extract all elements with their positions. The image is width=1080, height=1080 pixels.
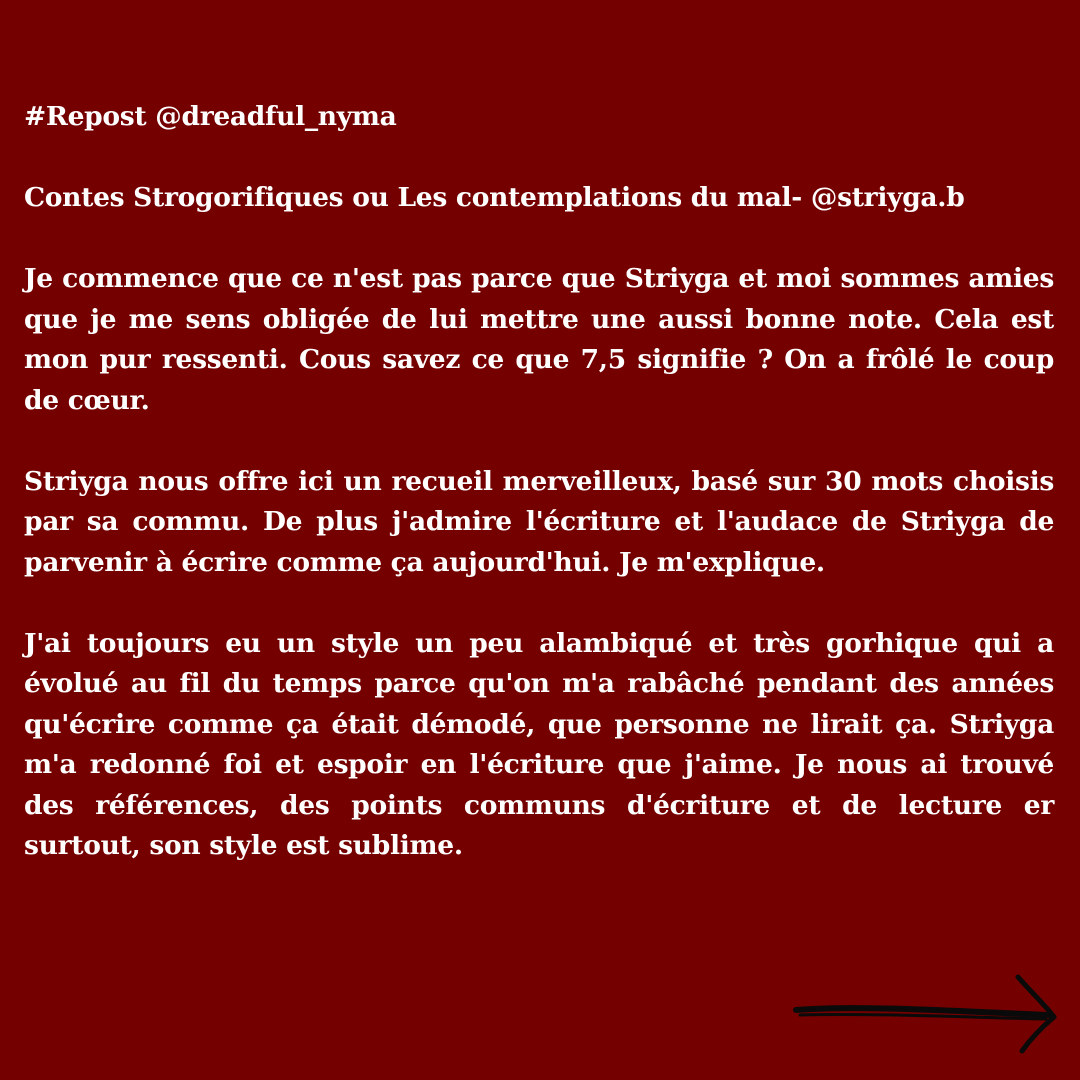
review-paragraph-2: Striyga nous offre ici un recueil merveilleux, basé sur 30 mots choisis par sa commu. De plus j'admire l'écriture et l'audace de Striyga de parvenir à écrire comme ça aujourd'hui. Je m'explique. — [24, 465, 1054, 578]
next-slide-arrow-icon[interactable] — [790, 965, 1065, 1060]
book-title-line: Contes Strogorifiques ou Les contemplations du mal- @striyga.b — [24, 182, 965, 213]
repost-credit: #Repost @dreadful_nyma — [24, 101, 397, 132]
post-text — [24, 97, 1054, 907]
review-paragraph-1: Je commence que ce n'est pas parce que Striyga et moi sommes amies que je me sens obligée de lui mettre une aussi bonne note. Cela est mon pur ressenti. Cous savez ce que 7,5 signifie ? On a frôlé le coup de cœur. — [24, 263, 1054, 416]
review-paragraph-3: J'ai toujours eu un style un peu alambiqué et très gorhique qui a évolué au fil du temps parce qu'on m'a rabâché pendant des années qu'écrire comme ça était démodé, que personne ne lirait ça. Striyga m'a redonné foi et espoir en l'écriture que j'aime. Je nous ai trouvé des références, des points communs d'écriture et de lecture er surtout, son style est sublime. — [24, 627, 1054, 861]
